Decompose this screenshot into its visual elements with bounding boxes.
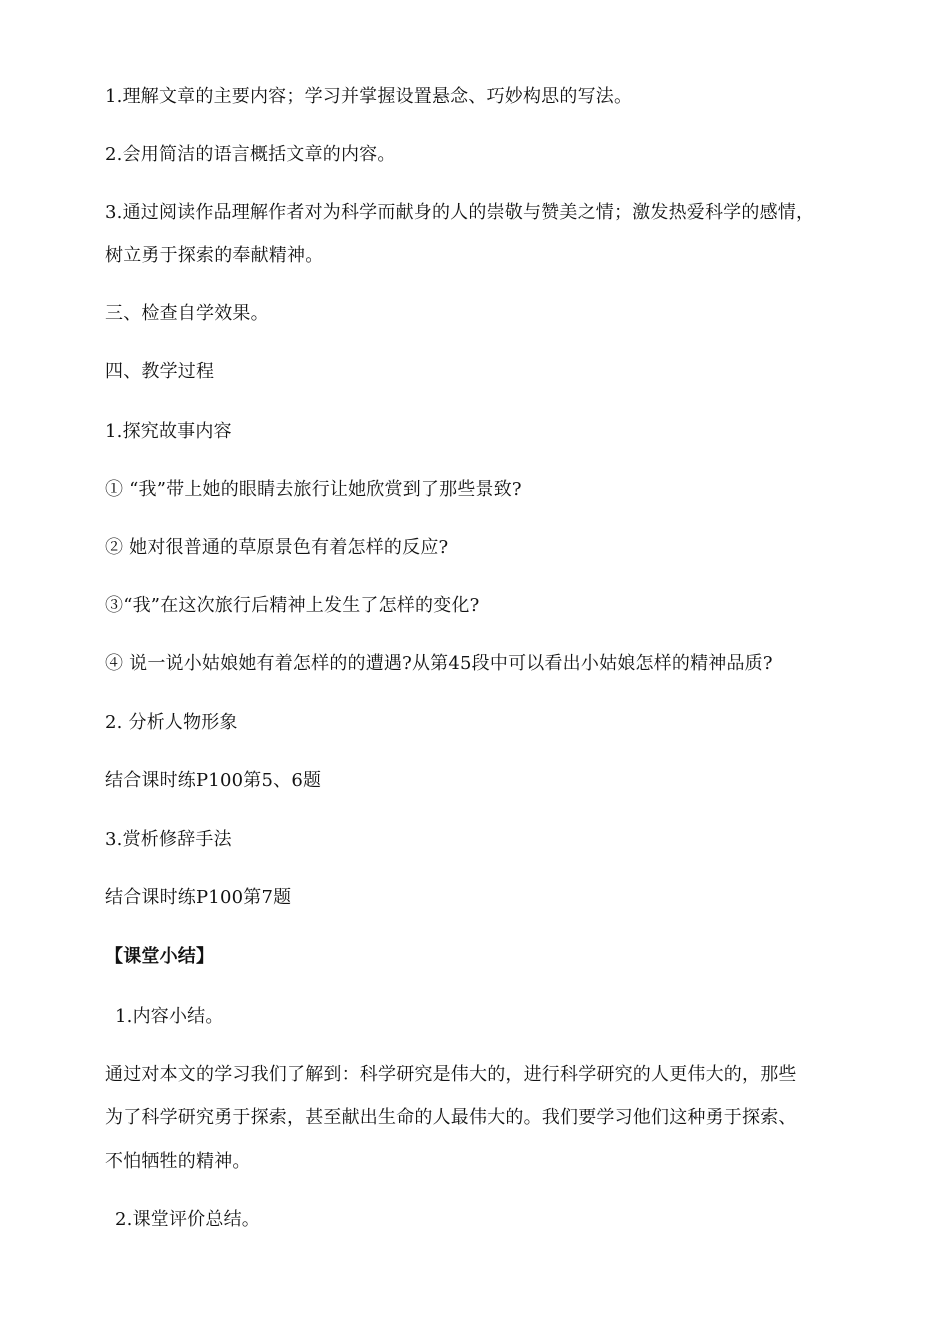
summary-paragraph-line-2: 为了科学研究勇于探索，甚至献出生命的人最伟大的。我们要学习他们这种勇于探索、 xyxy=(105,1107,797,1128)
summary-paragraph-line-3: 不怕牺牲的精神。 xyxy=(105,1151,251,1172)
objective-3-line-2: 树立勇于探索的奉献精神。 xyxy=(105,245,324,266)
summary-item-1: 1.内容小结。 xyxy=(115,1006,224,1027)
summary-heading: 【课堂小结】 xyxy=(105,946,215,967)
question-1: ① “我”带上她的眼睛去旅行让她欣赏到了那些景致? xyxy=(105,479,522,500)
objective-3-line-1: 3.通过阅读作品理解作者对为科学而献身的人的崇敬与赞美之情；激发热爱科学的感情， xyxy=(105,202,815,223)
question-4: ④ 说一说小姑娘她有着怎样的的遭遇?从第45段中可以看出小姑娘怎样的精神品质? xyxy=(105,653,773,674)
objective-2: 2.会用简洁的语言概括文章的内容。 xyxy=(105,144,396,165)
process-item-2-reference: 结合课时练P100第5、6题 xyxy=(105,770,322,791)
question-2: ② 她对很普通的草原景色有着怎样的反应? xyxy=(105,537,449,558)
section-three-heading: 三、检查自学效果。 xyxy=(105,303,269,324)
objective-1: 1.理解文章的主要内容；学习并掌握设置悬念、巧妙构思的写法。 xyxy=(105,86,633,107)
section-four-heading: 四、教学过程 xyxy=(105,361,215,382)
summary-item-2: 2.课堂评价总结。 xyxy=(115,1209,260,1230)
process-item-3: 3.赏析修辞手法 xyxy=(105,829,232,850)
process-item-1: 1.探究故事内容 xyxy=(105,421,232,442)
summary-paragraph-line-1: 通过对本文的学习我们了解到：科学研究是伟大的，进行科学研究的人更伟大的，那些 xyxy=(105,1064,797,1085)
process-item-2: 2. 分析人物形象 xyxy=(105,712,238,733)
question-3: ③“我”在这次旅行后精神上发生了怎样的变化? xyxy=(105,595,480,616)
process-item-3-reference: 结合课时练P100第7题 xyxy=(105,887,292,908)
